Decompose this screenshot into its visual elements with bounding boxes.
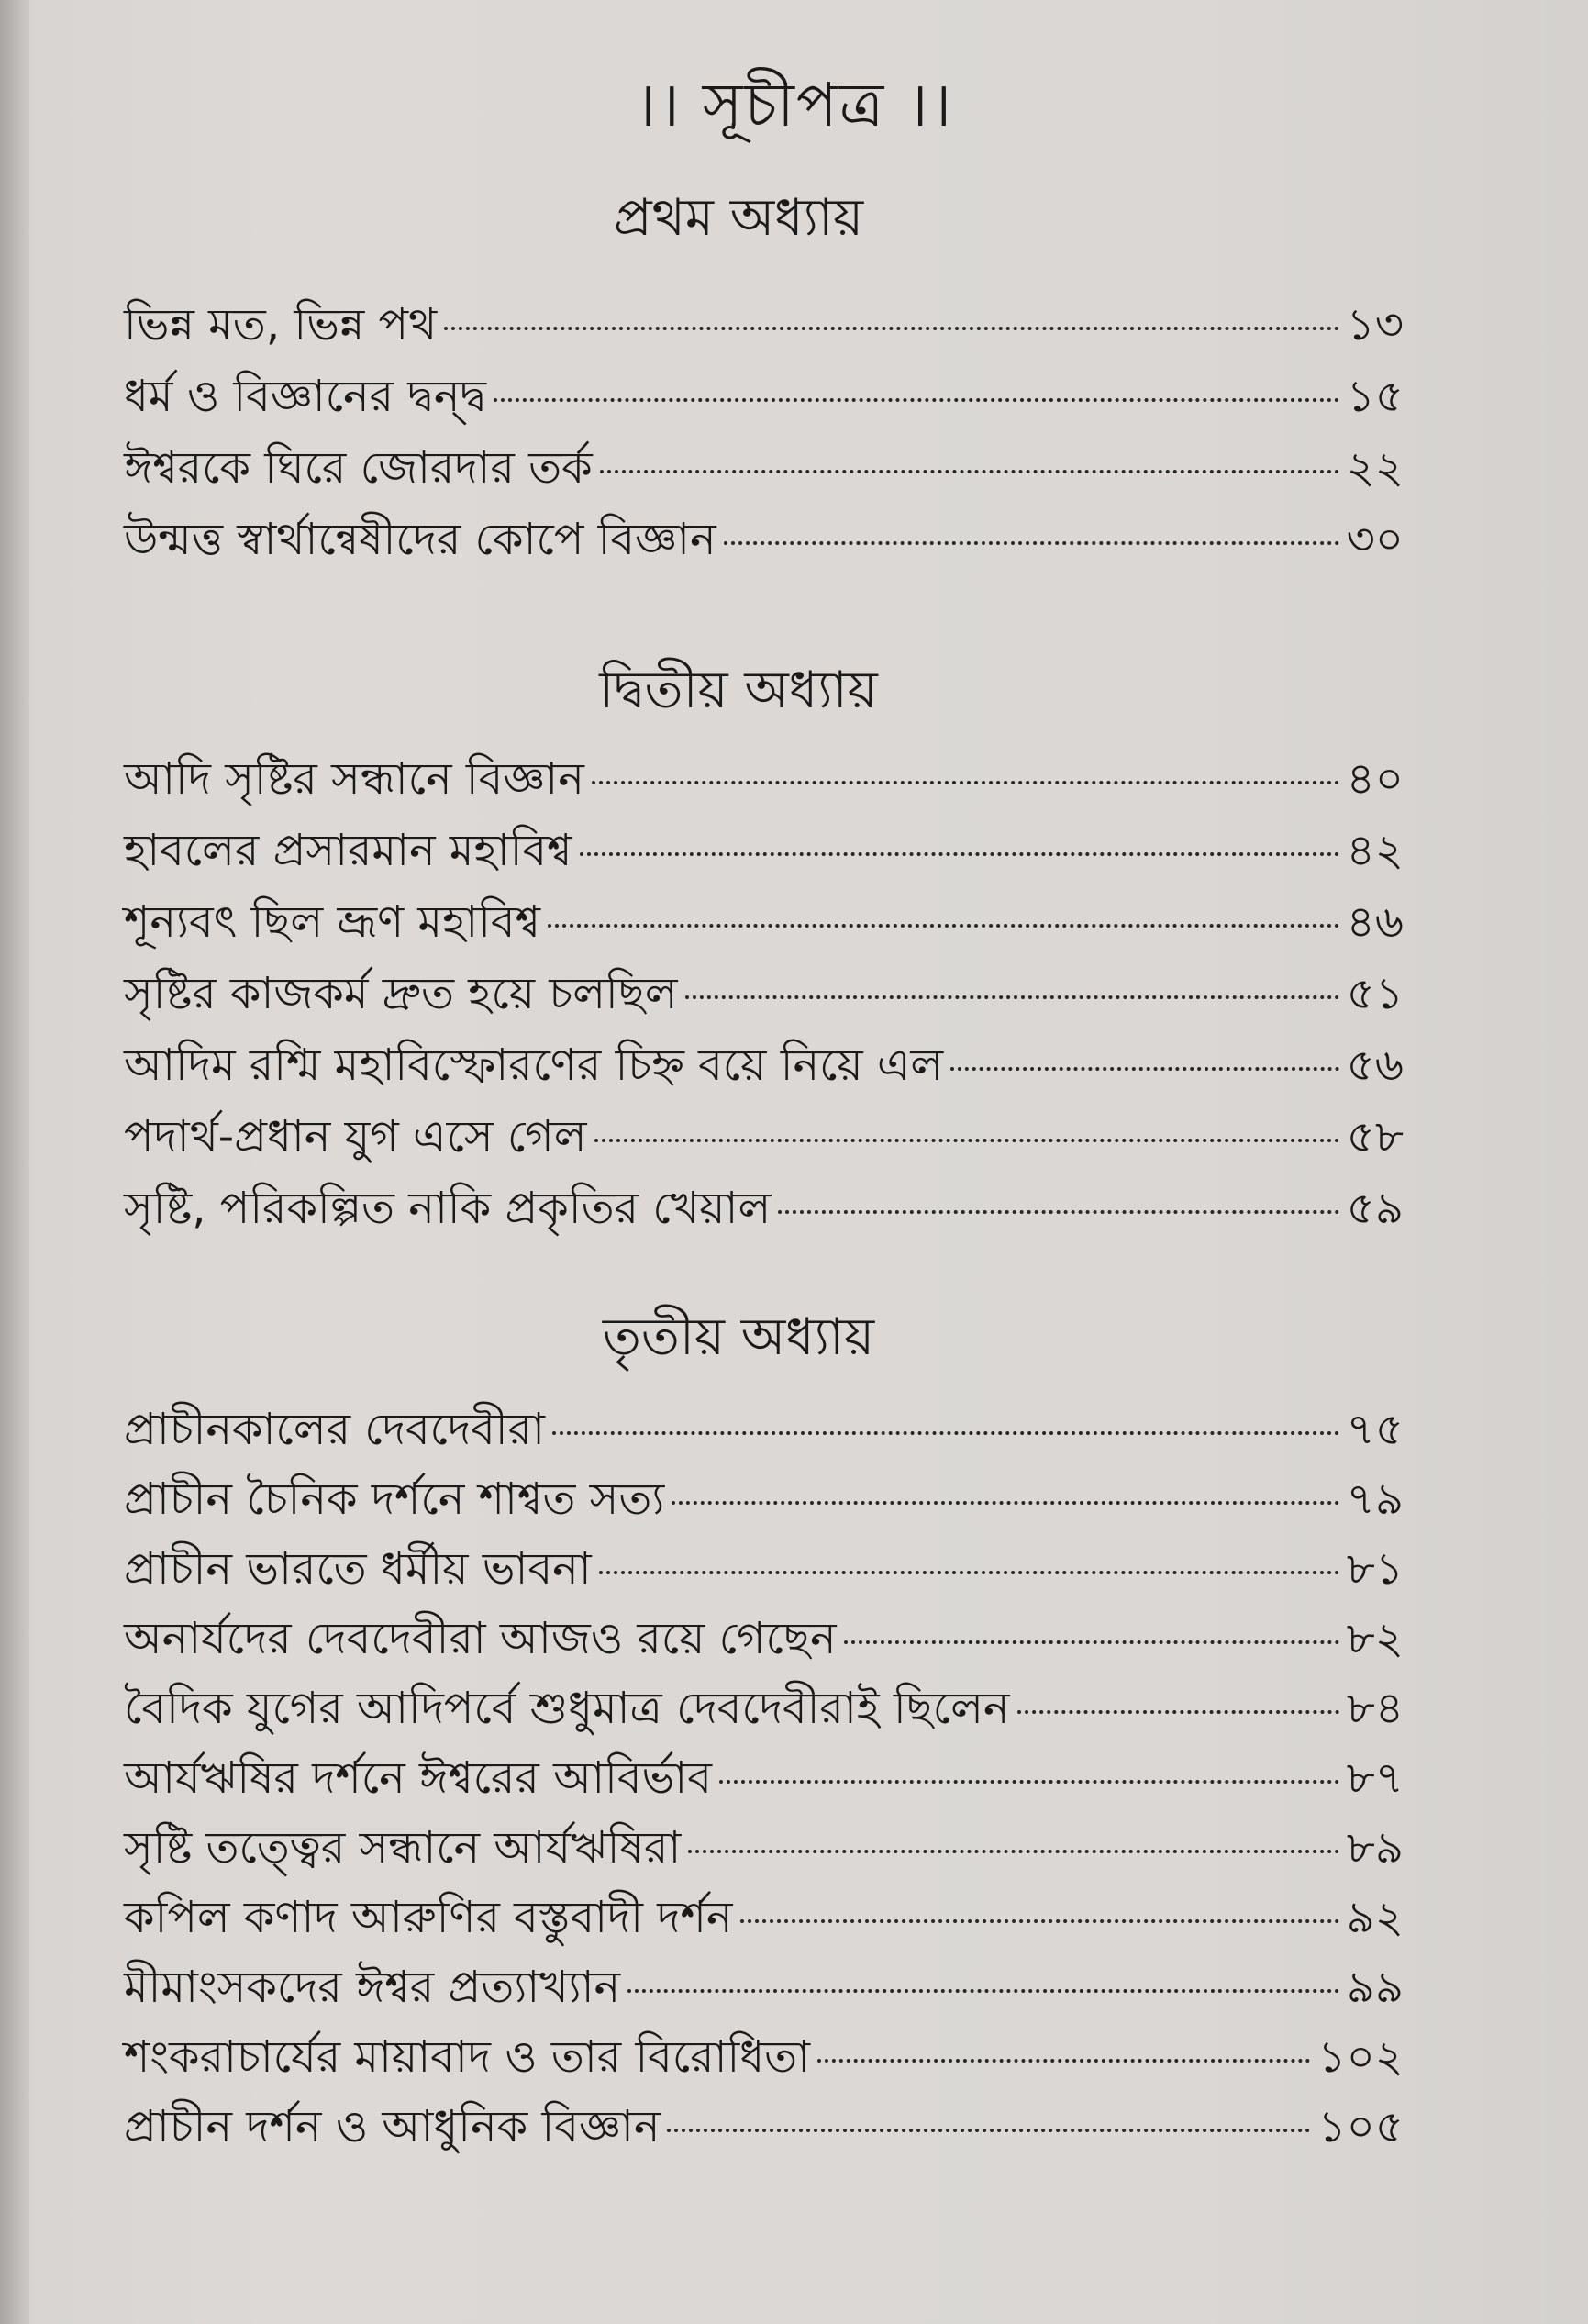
entry-page-number: ৮২	[1346, 1613, 1404, 1664]
entry-title: ঈশ্বরকে ঘিরে জোরদার তর্ক	[124, 442, 593, 494]
chapter-2-heading: দ্বিতীয় অধ্যায়	[599, 661, 878, 720]
dot-leader	[817, 2059, 1310, 2063]
entry-title: শূন্যবৎ ছিল ভ্রূণ মহাবিশ্ব	[124, 896, 541, 948]
toc-entry	[124, 289, 1404, 361]
entry-page-number: ৫৯	[1346, 1183, 1404, 1234]
page-gutter-shadow	[0, 0, 29, 2324]
dot-leader	[594, 1139, 1339, 1142]
entry-page-number: ১০২	[1317, 2031, 1404, 2083]
entry-page-number: ৮৪	[1346, 1683, 1404, 1734]
dot-leader	[494, 398, 1339, 402]
toc-entry	[124, 1674, 1404, 1743]
entry-page-number: ৫১	[1346, 968, 1404, 1019]
entry-title: প্রাচীনকালের দেবদেবীরা	[124, 1404, 545, 1455]
entry-page-number: ৪৬	[1346, 896, 1404, 948]
entry-title: আদি সৃষ্টির সন্ধানে বিজ্ঞান	[124, 753, 584, 805]
dot-leader	[548, 924, 1339, 928]
entry-title: আর্যঋষির দর্শনে ঈশ্বরের আবির্ভাব	[124, 1752, 712, 1804]
entry-page-number: ৮৯	[1346, 1822, 1404, 1874]
chapter-3-entries	[124, 1395, 1404, 2162]
entry-title: হাবলের প্রসারমান মহাবিশ্ব	[124, 825, 572, 876]
entry-page-number: ৩০	[1346, 514, 1404, 565]
contents-title: ।। সূচীপত্র ।।	[634, 70, 954, 140]
entry-page-number: ১৫	[1346, 371, 1404, 422]
toc-entry	[124, 1101, 1404, 1173]
dot-leader	[740, 1919, 1339, 1923]
toc-entry	[124, 1464, 1404, 1534]
toc-entry	[124, 815, 1404, 886]
entry-page-number: ৯৯	[1346, 1962, 1404, 2013]
entry-title: শংকরাচার্যের মায়াবাদ ও তার বিরোধিতা	[124, 2031, 811, 2083]
entry-page-number: ৪০	[1346, 753, 1404, 805]
dot-leader	[444, 327, 1338, 330]
toc-entry	[124, 1395, 1404, 1464]
toc-entry	[124, 1534, 1404, 1604]
dot-leader	[1017, 1710, 1339, 1714]
entry-title: মীমাংসকদের ঈশ্বর প্রত্যাখ্যান	[124, 1962, 621, 2013]
toc-entry	[124, 958, 1404, 1029]
entry-page-number: ৮৭	[1346, 1752, 1404, 1804]
entry-title: প্রাচীন দর্শন ও আধুনিক বিজ্ঞান	[124, 2101, 661, 2152]
toc-entry	[124, 361, 1404, 432]
entry-title: সৃষ্টির কাজকর্ম দ্রুত হয়ে চলছিল	[124, 968, 678, 1019]
toc-entry	[124, 432, 1404, 504]
dot-leader	[719, 1780, 1339, 1784]
toc-entry	[124, 504, 1404, 575]
dot-leader	[627, 1989, 1339, 1993]
toc-entry	[124, 1029, 1404, 1101]
dot-leader	[778, 1210, 1338, 1214]
entry-page-number: ৪২	[1346, 825, 1404, 876]
entry-page-number: ১০৫	[1317, 2101, 1404, 2152]
dot-leader	[672, 1501, 1338, 1505]
entry-title: বৈদিক যুগের আদিপর্বে শুধুমাত্র দেবদেবীরাই ছিলেন	[124, 1683, 1010, 1734]
toc-entry	[124, 2092, 1404, 2162]
entry-title: পদার্থ-প্রধান যুগ এসে গেল	[124, 1111, 587, 1162]
entry-title: উন্মত্ত স্বার্থান্বেষীদের কোপে বিজ্ঞান	[124, 514, 716, 565]
entry-title: সৃষ্টি, পরিকল্পিত নাকি প্রকৃতির খেয়াল	[124, 1183, 772, 1234]
entry-title: ভিন্ন মত, ভিন্ন পথ	[124, 299, 438, 350]
entry-page-number: ৭৯	[1346, 1473, 1404, 1525]
dot-leader	[950, 1067, 1338, 1071]
chapter-3-heading: তৃতীয় অধ্যায়	[602, 1307, 875, 1367]
entry-page-number: ৫৬	[1346, 1040, 1404, 1091]
entry-page-number: ১৩	[1346, 299, 1404, 350]
entry-page-number: ৮১	[1346, 1543, 1404, 1595]
dot-leader	[600, 470, 1339, 473]
entry-page-number: ৫৮	[1346, 1111, 1404, 1162]
toc-entry	[124, 1813, 1404, 1883]
entry-title: সৃষ্টি তত্ত্বের সন্ধানে আর্যঋষিরা	[124, 1822, 682, 1874]
chapter-1-entries	[124, 289, 1404, 575]
entry-page-number: ৭৫	[1346, 1404, 1404, 1455]
chapter-2-entries	[124, 743, 1404, 1244]
dot-leader	[599, 1571, 1339, 1574]
toc-entry	[124, 1952, 1404, 2022]
chapter-1-heading: প্রথম অধ্যায়	[613, 188, 864, 248]
dot-leader	[552, 1431, 1339, 1435]
dot-leader	[580, 852, 1339, 856]
entry-page-number: ৯২	[1346, 1892, 1404, 1943]
dot-leader	[844, 1640, 1339, 1644]
entry-title: কপিল কণাদ আরুণির বস্তুবাদী দর্শন	[124, 1892, 733, 1943]
toc-entry	[124, 1173, 1404, 1244]
dot-leader	[685, 995, 1339, 999]
entry-title: প্রাচীন ভারতে ধর্মীয় ভাবনা	[124, 1543, 592, 1595]
dot-leader	[724, 541, 1339, 545]
entry-title: আদিম রশ্মি মহাবিস্ফোরণের চিহ্ন বয়ে নিয়ে এল	[124, 1040, 944, 1091]
toc-entry	[124, 1604, 1404, 1674]
dot-leader	[688, 1850, 1338, 1853]
entry-title: প্রাচীন চৈনিক দর্শনে শাশ্বত সত্য	[124, 1473, 665, 1525]
toc-entry	[124, 743, 1404, 815]
dot-leader	[592, 781, 1339, 784]
entry-title: ধর্ম ও বিজ্ঞানের দ্বন্দ্ব	[124, 371, 487, 422]
entry-title: অনার্যদের দেবদেবীরা আজও রয়ে গেছেন	[124, 1613, 837, 1664]
entry-page-number: ২২	[1346, 442, 1404, 494]
dot-leader	[667, 2129, 1310, 2132]
toc-entry	[124, 1883, 1404, 1952]
toc-entry	[124, 2022, 1404, 2092]
toc-entry	[124, 886, 1404, 958]
toc-entry	[124, 1743, 1404, 1813]
